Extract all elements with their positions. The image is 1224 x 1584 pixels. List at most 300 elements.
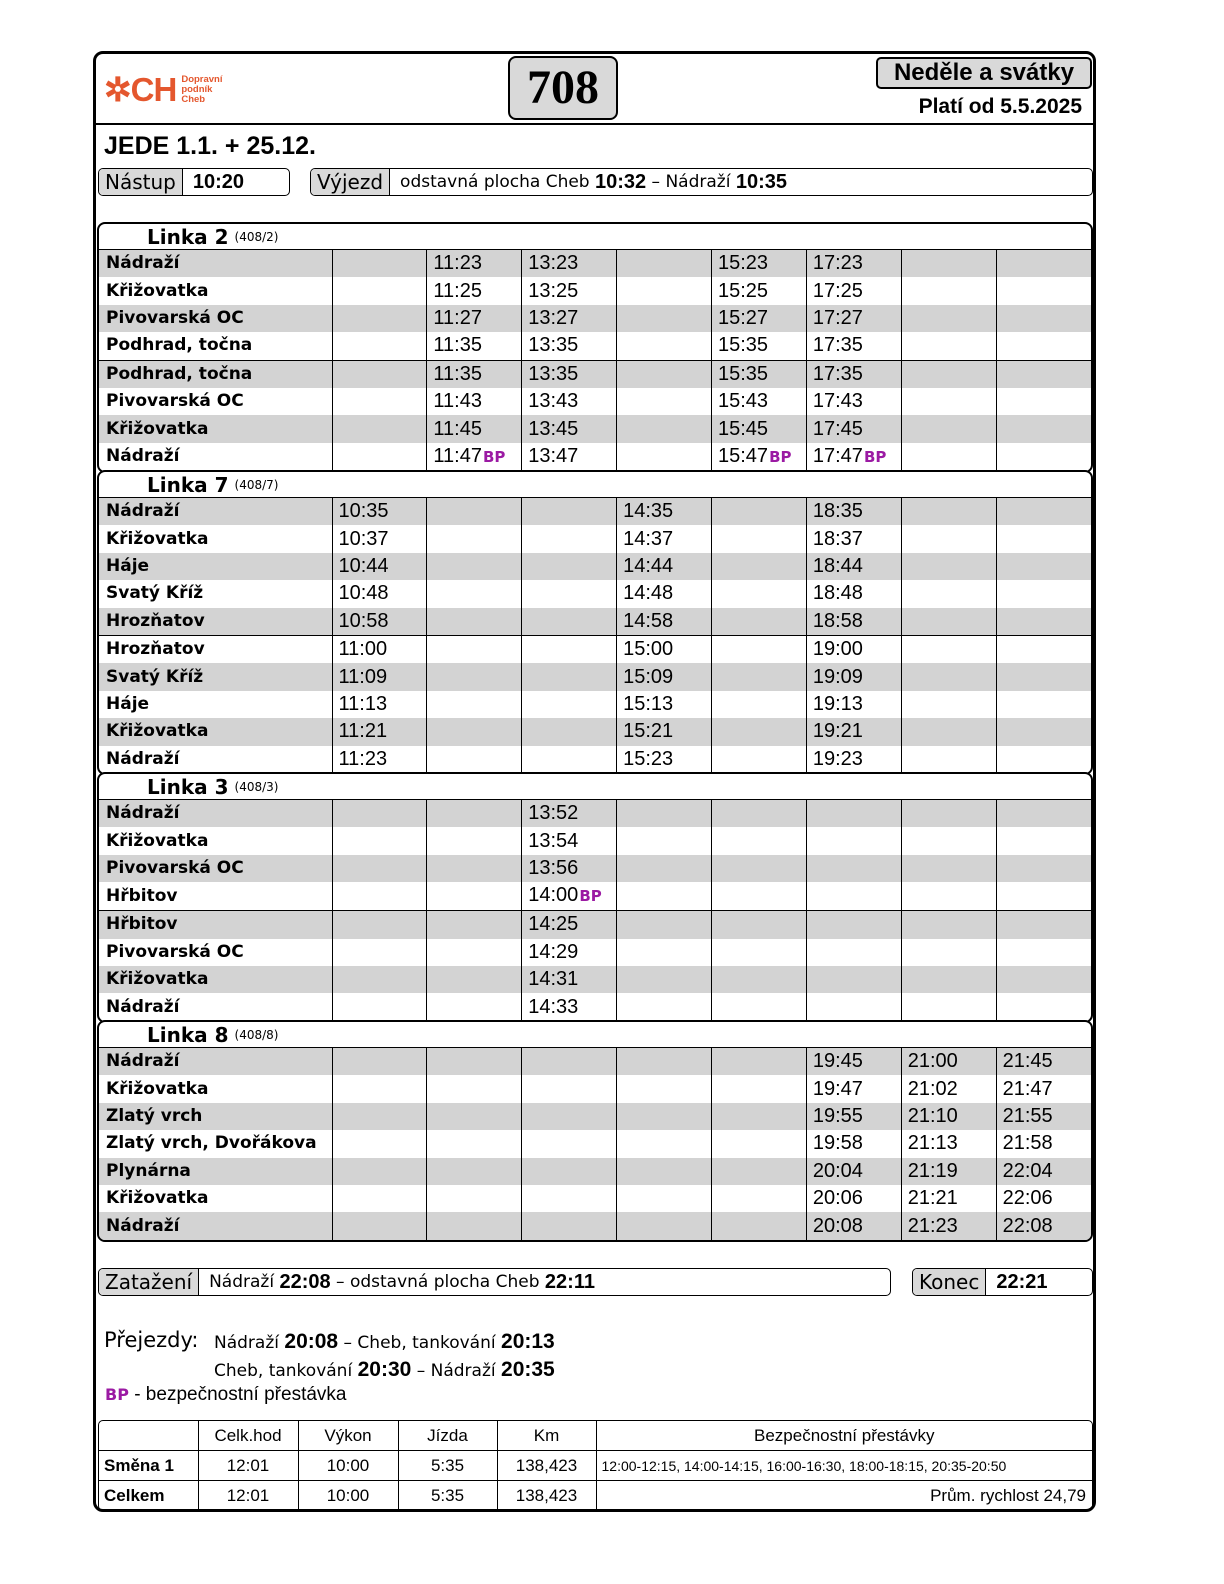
stop-name: Křižovatka [106,830,209,851]
company-logo [104,72,223,108]
time-value: 11:23 [433,252,482,275]
departure-time [332,1212,427,1239]
departure-time [427,1103,522,1130]
departure-time [806,525,901,552]
time-value: 11:35 [433,334,482,357]
summary-header [99,1421,198,1451]
timetable-row [99,718,1091,745]
departure-time [522,911,617,939]
timetable-row [99,415,1091,442]
time-value: 18:37 [812,527,863,550]
stop-name: Nádraží [99,800,332,827]
departure-time [806,1048,901,1075]
stop-name: Nádraží [106,446,180,467]
timetable-row [99,277,1091,304]
time-value: 21:02 [907,1077,958,1100]
time-value: 17:35 [812,362,863,385]
departure-time [712,415,807,442]
departure-time [332,882,427,911]
departure-time [712,827,807,854]
departure-time [996,1130,1091,1157]
departure-time [712,691,807,718]
departure-time [712,993,807,1020]
timetable-row [99,882,1091,911]
departure-time [901,360,996,388]
time-value: 11:23 [338,747,388,770]
time-value: 21:58 [1002,1132,1053,1155]
departure-time [617,635,712,663]
timetable-row [99,1048,1091,1075]
departure-time [712,1103,807,1130]
departure-time [996,691,1091,718]
prejezd-to: Cheb, tankování [357,1333,496,1353]
time-value: 13:35 [528,362,579,385]
bp-legend [104,1384,347,1406]
departure-time [996,939,1091,966]
departure-time [617,250,712,277]
summary-table [98,1420,1093,1511]
time-value: 11:21 [338,720,388,743]
departure-time [617,525,712,552]
timetable-row [99,250,1091,277]
time-value: 15:23 [623,747,674,770]
departure-time [901,827,996,854]
dash: – [338,1333,358,1353]
departure-time [332,1158,427,1185]
departure-time [996,498,1091,525]
line-section [97,772,1093,1023]
departure-time [806,993,901,1020]
timetable-row [99,993,1091,1020]
summary-average-speed: Prům. rychlost 24,79 [596,1481,1092,1511]
time-value: 19:21 [812,720,863,743]
departure-time [522,800,617,827]
line-section-header [99,472,1091,498]
departure-time [332,1130,427,1157]
departure-time [617,360,712,388]
stop-name: Pivovarská OC [106,941,244,962]
prejezd-to-time: 20:35 [501,1358,555,1381]
time-value: 10:48 [338,582,389,605]
vyjezd-to: Nádraží [665,172,731,192]
departure-time [522,1185,617,1212]
departure-time [712,525,807,552]
departure-time [806,882,901,911]
departure-time [617,388,712,415]
stop-name: Hřbitov [99,911,332,939]
departure-time [996,305,1091,332]
bp-marker: BP [769,447,792,466]
departure-time [617,1130,712,1157]
departure-time [996,608,1091,636]
konec-label: Konec [913,1269,986,1295]
departure-time [901,553,996,580]
departure-time [332,360,427,388]
departure-time [427,911,522,939]
departure-time [332,580,427,607]
time-value: 17:23 [812,252,863,275]
departure-time [901,415,996,442]
departure-time [712,443,807,471]
prejezd-from: Nádraží [214,1333,279,1353]
line-code: (408/2) [234,229,279,244]
time-value: 13:35 [528,334,579,357]
departure-time [996,746,1091,773]
departure-time [996,911,1091,939]
timetable-row [99,939,1091,966]
timetable-row [99,360,1091,388]
departure-time [712,635,807,663]
departure-time [712,388,807,415]
departure-time [996,800,1091,827]
summary-cell: 138,423 [497,1451,596,1481]
departure-time [617,415,712,442]
departure-time [617,993,712,1020]
summary-cell: 138,423 [497,1481,596,1511]
departure-time [712,498,807,525]
time-value: 11:13 [338,692,388,715]
time-value: 17:47 [812,444,863,467]
departure-time [806,1212,901,1239]
stop-name: Křižovatka [99,718,332,745]
time-value: 20:08 [812,1214,863,1237]
vyjezd-from: odstavná plocha Cheb [400,172,590,192]
departure-time [806,553,901,580]
departure-time [332,855,427,882]
time-value: 15:47 [718,444,769,467]
dash: – [330,1272,350,1292]
departure-time [522,663,617,690]
departure-time [617,882,712,911]
time-value: 18:58 [812,609,863,632]
departure-time [712,718,807,745]
departure-time [617,855,712,882]
header-divider [95,123,1095,125]
stop-name: Pivovarská OC [106,391,244,412]
departure-time [427,277,522,304]
departure-time [806,691,901,718]
time-value: 14:00 [528,884,579,907]
departure-time [996,443,1091,471]
departure-time [901,580,996,607]
departure-time [522,388,617,415]
departure-time [806,608,901,636]
time-value: 15:45 [718,417,769,440]
departure-time [332,663,427,690]
departure-time [332,939,427,966]
time-value: 19:58 [812,1132,863,1155]
departure-time [806,827,901,854]
time-value: 13:45 [528,417,579,440]
departure-time [712,966,807,993]
summary-header: Jízda [398,1421,497,1451]
prejezdy-label: Přejezdy: [104,1328,199,1352]
departure-time [901,718,996,745]
summary-cell: 10:00 [298,1451,398,1481]
departure-time [427,1048,522,1075]
departure-time [617,1075,712,1102]
departure-time [901,1048,996,1075]
prejezd-row [214,1330,555,1354]
departure-time [427,691,522,718]
prejezd-to: Nádraží [430,1361,496,1381]
departure-time [996,525,1091,552]
departure-time [901,746,996,773]
time-value: 14:58 [623,609,674,632]
departure-time [332,746,427,773]
departure-time [617,718,712,745]
zatazeni-route [199,1269,605,1295]
time-value: 20:06 [812,1187,863,1210]
summary-cell: 10:00 [298,1481,398,1511]
departure-time [712,332,807,360]
departure-time [427,525,522,552]
departure-time [806,415,901,442]
departure-time [806,1075,901,1102]
departure-time [617,966,712,993]
departure-time [901,1212,996,1239]
departure-time [712,800,807,827]
vyjezd-from-time: 10:32 [595,170,647,193]
departure-time [617,691,712,718]
zatazeni-to-time: 22:11 [544,1270,595,1293]
departure-time [712,911,807,939]
line-name: Linka 7 [147,472,229,497]
stop-name: Křižovatka [99,415,332,442]
departure-time [901,608,996,636]
departure-time [332,415,427,442]
departure-time [901,277,996,304]
time-value: 22:04 [1002,1159,1053,1182]
departure-time [522,305,617,332]
departure-time [806,911,901,939]
time-value: 11:25 [433,279,482,302]
timetable-row [99,305,1091,332]
time-value: 13:52 [528,802,579,825]
departure-time [617,1212,712,1239]
line-code: (408/3) [234,779,279,794]
departure-time [617,1158,712,1185]
time-value: 17:25 [812,279,863,302]
time-value: 19:45 [812,1050,863,1073]
departure-time [901,1185,996,1212]
zatazeni-from: Nádraží [209,1272,275,1292]
departure-time [806,1158,901,1185]
summary-header: Výkon [298,1421,398,1451]
departure-time [427,415,522,442]
departure-time [712,1075,807,1102]
departure-time [901,250,996,277]
line-code: (408/7) [234,477,279,492]
departure-time [806,360,901,388]
departure-time [806,1185,901,1212]
time-value: 14:44 [623,554,674,577]
departure-time [617,580,712,607]
departure-time [332,993,427,1020]
timetable-row [99,332,1091,360]
departure-time [901,1075,996,1102]
departure-time [522,939,617,966]
departure-time [996,635,1091,663]
time-value: 13:43 [528,390,579,413]
departure-time [901,663,996,690]
time-value: 11:27 [433,306,482,329]
time-value: 13:25 [528,279,579,302]
stop-name: Hřbitov [106,885,178,906]
time-value: 14:29 [528,940,579,963]
time-value: 19:00 [812,638,863,661]
departure-time [427,553,522,580]
time-value: 15:00 [623,638,674,661]
timetable-row [99,663,1091,690]
vyjezd-box [310,168,1093,196]
departure-time [522,966,617,993]
departure-time [996,827,1091,854]
departure-time [522,993,617,1020]
time-value: 17:27 [812,306,863,329]
departure-time [522,360,617,388]
departure-time [332,525,427,552]
departure-time [901,800,996,827]
timetable-row [99,966,1091,993]
departure-time [332,443,427,471]
departure-time [901,443,996,471]
time-value: 18:44 [812,554,863,577]
departure-time [427,608,522,636]
prejezd-from-time: 20:30 [357,1358,412,1381]
departure-time [901,882,996,911]
time-value: 11:47 [433,444,482,467]
departure-time [427,663,522,690]
departure-time [427,305,522,332]
departure-time [712,1130,807,1157]
departure-time [617,305,712,332]
departure-time [901,305,996,332]
timetable-row [99,800,1091,827]
operating-days: JEDE 1.1. + 25.12. [104,132,316,160]
departure-time [996,882,1091,911]
vyjezd-route [390,169,797,195]
departure-time [332,1185,427,1212]
departure-time [617,608,712,636]
departure-time [901,332,996,360]
time-value: 13:23 [528,252,579,275]
time-value: 20:04 [812,1159,863,1182]
time-value: 10:58 [338,609,389,632]
stop-name: Nádraží [99,1212,332,1239]
departure-time [712,1048,807,1075]
departure-time [996,277,1091,304]
time-value: 22:06 [1002,1187,1053,1210]
line-name: Linka 2 [147,224,229,249]
departure-time [332,305,427,332]
departure-time [427,443,522,471]
dash: – [411,1361,431,1381]
departure-time [427,966,522,993]
bp-legend-text: - bezpečnostní přestávka [128,1384,347,1405]
time-value: 13:47 [528,445,579,468]
time-value: 11:00 [338,638,388,661]
zatazeni-box [98,1268,891,1296]
departure-time [427,827,522,854]
time-value: 11:09 [338,665,388,688]
departure-time [712,277,807,304]
departure-time [712,580,807,607]
time-value: 13:27 [528,306,579,329]
departure-time [427,580,522,607]
timetable-row [99,691,1091,718]
departure-time [996,553,1091,580]
timetable-row [99,388,1091,415]
summary-cell: 5:35 [398,1451,497,1481]
departure-time [617,1048,712,1075]
vyjezd-label: Výjezd [311,169,390,195]
departure-time [427,498,522,525]
time-value: 21:13 [907,1132,958,1155]
departure-time [806,939,901,966]
stop-name: Hrozňatov [99,635,332,663]
timetable-row [99,498,1091,525]
time-value: 21:19 [907,1159,958,1182]
departure-time [617,498,712,525]
stop-name: Háje [106,693,150,714]
timetable-row [99,827,1091,854]
timetable-row [99,1103,1091,1130]
departure-time [806,498,901,525]
departure-time [332,718,427,745]
summary-breaks: 12:00-12:15, 14:00-14:15, 16:00-16:30, 18:00-18:15, 20:35-20:50 [596,1451,1092,1481]
departure-time [522,498,617,525]
departure-time [806,277,901,304]
line-section-header [99,774,1091,800]
departure-time [522,746,617,773]
logo-line: Cheb [181,94,206,105]
timetable-row [99,608,1091,636]
time-value: 14:25 [528,913,579,936]
time-value: 19:47 [812,1077,863,1100]
timetable-row [99,1075,1091,1102]
time-value: 11:45 [433,417,482,440]
departure-time [901,939,996,966]
departure-time [996,966,1091,993]
departure-time [712,1158,807,1185]
stop-name: Plynárna [99,1158,332,1185]
nastup-time: 10:20 [192,170,245,193]
departure-time [712,746,807,773]
stop-name: Křižovatka [99,966,332,993]
departure-time [427,855,522,882]
departure-time [427,746,522,773]
departure-time [427,1158,522,1185]
departure-time [806,250,901,277]
line-name: Linka 3 [147,774,229,799]
stop-name: Svatý Kříž [106,583,204,604]
departure-time [332,911,427,939]
bp-marker: BP [482,447,506,466]
departure-time [996,1075,1091,1102]
departure-time [522,443,617,471]
time-value: 14:48 [623,582,674,605]
nastup-label: Nástup [99,169,183,195]
time-value: 11:43 [433,390,482,413]
time-value: 17:35 [812,334,863,357]
line-code: (408/8) [234,1027,279,1042]
day-type-badge: Neděle a svátky [876,57,1092,89]
time-value: 21:10 [907,1104,958,1127]
departure-time [996,1212,1091,1239]
departure-time [901,1103,996,1130]
stop-name: Podhrad, točna [99,360,332,388]
